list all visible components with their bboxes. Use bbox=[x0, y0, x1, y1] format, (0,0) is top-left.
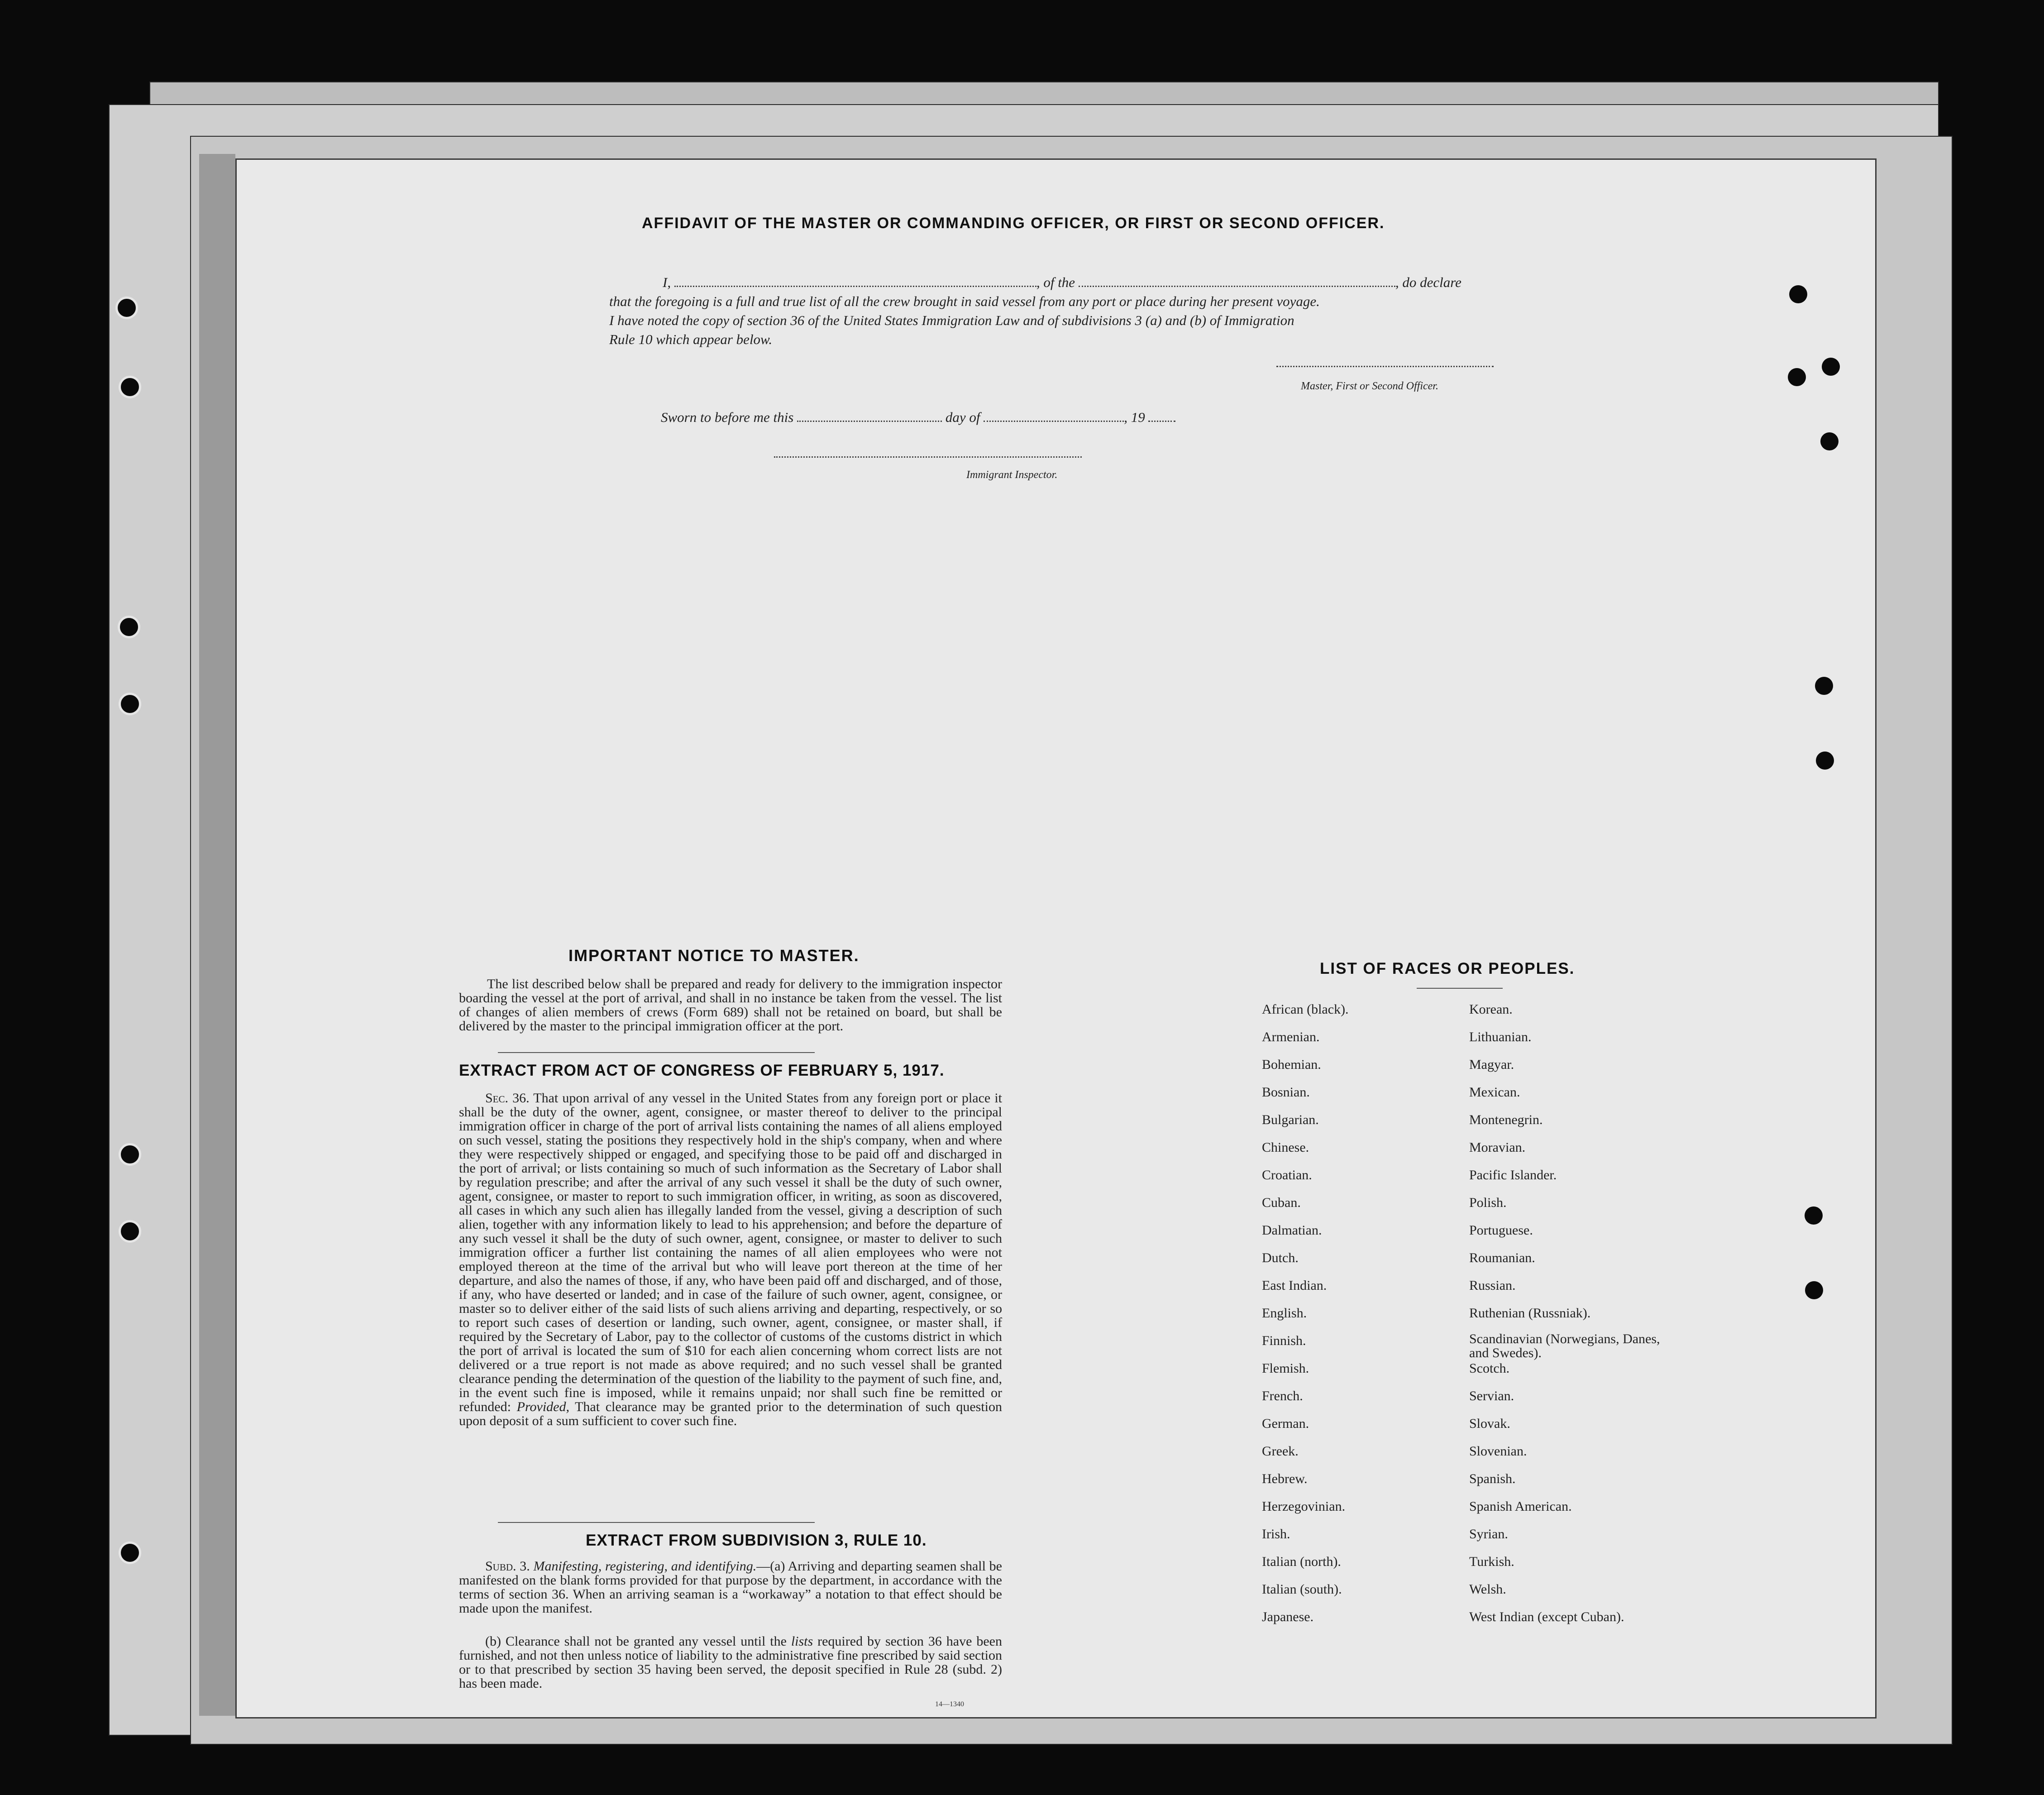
sworn-month-field[interactable] bbox=[984, 412, 1124, 422]
subd-para-b-start: (b) Clearance shall not be granted any vessel until the bbox=[485, 1634, 787, 1649]
subd-title: Manifesting, registering, and identifying. bbox=[533, 1559, 757, 1574]
binding-hole bbox=[1822, 358, 1840, 376]
affidavit-i: I, bbox=[663, 274, 671, 290]
affidavit-line-1 bbox=[663, 274, 1461, 291]
race-item: Dalmatian. bbox=[1262, 1223, 1322, 1238]
inspector-caption: Immigrant Inspector. bbox=[966, 469, 1058, 481]
section-36-body: That upon arrival of any vessel in the United States from any foreign port or place it shall be the duty of the owner, agent, consignee, or master thereof to deliver to the principal immigration officer in charge of the port of arrival lists containing the names of all aliens employed on such vessel, stating the positions they respectively hold in the ship's company, when and where they were respectively shipped or engaged, and specifying those to be paid off and discharged in the port of arrival; or lists containing so much of such information as the Secretary of Labor shall by regulation prescribe; and after the arrival of any such vessel it shall be the duty of such owner, agent, consignee, or master to report to such immigration officer, in writing, as soon as discovered, all cases in which any such alien has illegally landed from the vessel, giving a description of such alien, together with any information likely to lead to his apprehension; and before the departure of any such vessel it shall be the duty of such owner, agent, consignee, or master to deliver to such immigration officer a further list containing the names of all alien employees who were not employed thereon at the time of the arrival but who will leave port thereon at the time of her departure, and also the names of those, if any, who have been paid off and discharged, and of those, if any, who have deserted or landed; and in case of the failure of such owner, agent, consignee, or master so to deliver either of the said lists of such aliens arriving and departing, respectively, or so to report such cases of desertion or landing, such owner, agent, consignee, or master shall, if required by the Secretary of Labor, pay to the collector of customs of the customs district in which the port of arrival is located the sum of $10 for each alien concerning whom correct lists are not delivered or a true report is not made as above required; and no such vessel shall be granted clearance pending the determination of the question of the liability to the payment of such fine, and, in the event such fine is imposed, while it remains unpaid; nor shall such fine be remitted or refunded: bbox=[459, 1091, 1002, 1414]
races-left-list bbox=[1262, 1000, 1349, 1636]
affidavit-line-2: that the foregoing is a full and true list of all the crew brought in said vessel from any port or place during her present voyage. bbox=[609, 293, 1320, 309]
vessel-name-field[interactable] bbox=[1079, 277, 1395, 287]
divider bbox=[498, 1522, 815, 1523]
race-item: Finnish. bbox=[1262, 1333, 1306, 1348]
notice-heading: IMPORTANT NOTICE TO MASTER. bbox=[568, 946, 860, 965]
races-heading: LIST OF RACES OR PEOPLES. bbox=[1320, 960, 1575, 977]
race-item: Flemish. bbox=[1262, 1361, 1309, 1376]
race-item: Korean. bbox=[1469, 1002, 1513, 1017]
race-item: Scotch. bbox=[1469, 1361, 1510, 1376]
extract-act-heading: EXTRACT FROM ACT OF CONGRESS OF FEBRUARY 5, 1917. bbox=[459, 1062, 945, 1079]
binding-hole bbox=[1805, 1206, 1823, 1225]
extract-rule-heading: EXTRACT FROM SUBDIVISION 3, RULE 10. bbox=[586, 1532, 927, 1549]
race-item: Dutch. bbox=[1262, 1250, 1299, 1265]
race-item: Bulgarian. bbox=[1262, 1112, 1319, 1127]
binding-hole bbox=[1805, 1281, 1823, 1299]
binding-hole bbox=[119, 693, 141, 715]
race-item: Servian. bbox=[1469, 1388, 1514, 1403]
binding-hole bbox=[115, 297, 138, 319]
affidavit-line-3: I have noted the copy of section 36 of the United States Immigration Law and of subdivisions 3 (a) and (b) of Immigration bbox=[609, 312, 1294, 328]
master-caption: Master, First or Second Officer. bbox=[1301, 380, 1438, 392]
race-item: English. bbox=[1262, 1306, 1307, 1321]
race-item: Portuguese. bbox=[1469, 1223, 1533, 1238]
race-item: African (black). bbox=[1262, 1002, 1349, 1017]
affidavit-line-4: Rule 10 which appear below. bbox=[609, 331, 773, 347]
race-item: Polish. bbox=[1469, 1195, 1507, 1210]
sworn-day-field[interactable] bbox=[797, 412, 942, 422]
subd-para-b-end: required by section 36 have been furnished, and not then unless notice of liability to the administrative fine prescribed by said section or to that prescribed by section 35 having been served, the deposit specified in Rule 28 (subd. 2) has been made. bbox=[459, 1634, 1002, 1691]
binding-hole bbox=[1816, 752, 1834, 770]
sworn-year-field[interactable] bbox=[1148, 412, 1175, 422]
subd-para-a: —(a) Arriving and departing seamen shall be manifested on the blank forms provided for that purpose by the department, in accordance with the terms of section 36. When an arriving seaman is a “workaway” a notation to that effect should be made upon the manifest. bbox=[459, 1559, 1002, 1616]
subd-lists-word: lists bbox=[791, 1634, 813, 1649]
race-item: East Indian. bbox=[1262, 1278, 1327, 1293]
divider bbox=[1417, 988, 1503, 989]
binding-hole bbox=[119, 1541, 141, 1564]
divider bbox=[498, 1052, 815, 1053]
race-item: Russian. bbox=[1469, 1278, 1516, 1293]
race-item: Mexican. bbox=[1469, 1085, 1520, 1100]
subdivision-b-text bbox=[459, 1634, 1002, 1690]
race-item: Montenegrin. bbox=[1469, 1112, 1543, 1127]
subd-label: Subd. 3. bbox=[485, 1559, 530, 1574]
race-item: Syrian. bbox=[1469, 1527, 1508, 1541]
binding-hole bbox=[1815, 677, 1833, 695]
race-item: Ruthenian (Russniak). bbox=[1469, 1306, 1591, 1321]
binding-hole bbox=[1789, 285, 1807, 303]
binding-hole bbox=[119, 1143, 141, 1166]
race-item: Hebrew. bbox=[1262, 1471, 1308, 1486]
race-item: Cuban. bbox=[1262, 1195, 1301, 1210]
page-edge-shadow bbox=[199, 154, 235, 1716]
race-item: Croatian. bbox=[1262, 1168, 1312, 1182]
race-item: Italian (south). bbox=[1262, 1582, 1342, 1597]
section-label: Sec. 36. bbox=[485, 1091, 530, 1106]
day-of-text: day of bbox=[945, 409, 980, 425]
race-item: Chinese. bbox=[1262, 1140, 1309, 1155]
master-signature-line[interactable] bbox=[1276, 366, 1494, 367]
subdivision-a-text bbox=[459, 1559, 1002, 1615]
race-item: Spanish American. bbox=[1469, 1499, 1572, 1514]
race-item: Italian (north). bbox=[1262, 1554, 1341, 1569]
binding-hole bbox=[1820, 432, 1839, 450]
races-right-list bbox=[1469, 1000, 1664, 1636]
race-item: Herzegovinian. bbox=[1262, 1499, 1346, 1514]
affidavit-heading: AFFIDAVIT OF THE MASTER OR COMMANDING OFFICER, OR FIRST OR SECOND OFFICER. bbox=[642, 215, 1385, 232]
race-item: Japanese. bbox=[1262, 1609, 1314, 1624]
binding-hole bbox=[1788, 368, 1806, 386]
binding-hole bbox=[119, 1220, 141, 1243]
section-36-text bbox=[459, 1091, 1002, 1428]
year-prefix: , 19 bbox=[1124, 409, 1145, 425]
race-item: Pacific Islander. bbox=[1469, 1168, 1557, 1182]
race-item: French. bbox=[1262, 1388, 1303, 1403]
race-item: Magyar. bbox=[1469, 1057, 1514, 1072]
race-item: Bosnian. bbox=[1262, 1085, 1310, 1100]
race-item: Moravian. bbox=[1469, 1140, 1526, 1155]
notice-body: The list described below shall be prepared and ready for delivery to the immigration inspector boarding the vessel at the port of arrival, and shall in no instance be taken from the vessel. The list of changes of alien members of crews (Form 689) shall not be retained on board, but shall be delivered by the master to the principal immigration officer at the port. bbox=[459, 976, 1002, 1034]
inspector-signature-line[interactable] bbox=[774, 456, 1082, 458]
race-item: Greek. bbox=[1262, 1444, 1299, 1459]
race-item: Scandinavian (Norwegians, Danes, and Swedes). bbox=[1469, 1331, 1660, 1360]
race-item: Welsh. bbox=[1469, 1582, 1506, 1597]
race-item: Roumanian. bbox=[1469, 1250, 1535, 1265]
race-item: Armenian. bbox=[1262, 1029, 1320, 1044]
sworn-text: Sworn to before me this bbox=[661, 409, 794, 425]
section-36-body-end: That clearance may be granted prior to the determination of such question upon deposit of a sum sufficient to cover such fine. bbox=[459, 1399, 1003, 1428]
race-item: Slovenian. bbox=[1469, 1444, 1527, 1459]
race-item: Irish. bbox=[1262, 1527, 1290, 1541]
affidavit-do-declare: , do declare bbox=[1395, 274, 1461, 290]
affidavit-of-the: , of the bbox=[1036, 274, 1075, 290]
binding-hole bbox=[119, 376, 141, 398]
race-item: Spanish. bbox=[1469, 1471, 1516, 1486]
form-number: 14—1340 bbox=[935, 1700, 964, 1708]
binding-hole bbox=[118, 616, 140, 638]
sworn-line bbox=[661, 409, 1175, 426]
master-name-field[interactable] bbox=[674, 277, 1036, 287]
race-item: Slovak. bbox=[1469, 1416, 1510, 1431]
race-item: Lithuanian. bbox=[1469, 1029, 1532, 1044]
race-item: West Indian (except Cuban). bbox=[1469, 1609, 1624, 1624]
race-item: German. bbox=[1262, 1416, 1309, 1431]
race-item: Turkish. bbox=[1469, 1554, 1514, 1569]
race-item: Bohemian. bbox=[1262, 1057, 1321, 1072]
provided-word: Provided, bbox=[516, 1399, 569, 1414]
